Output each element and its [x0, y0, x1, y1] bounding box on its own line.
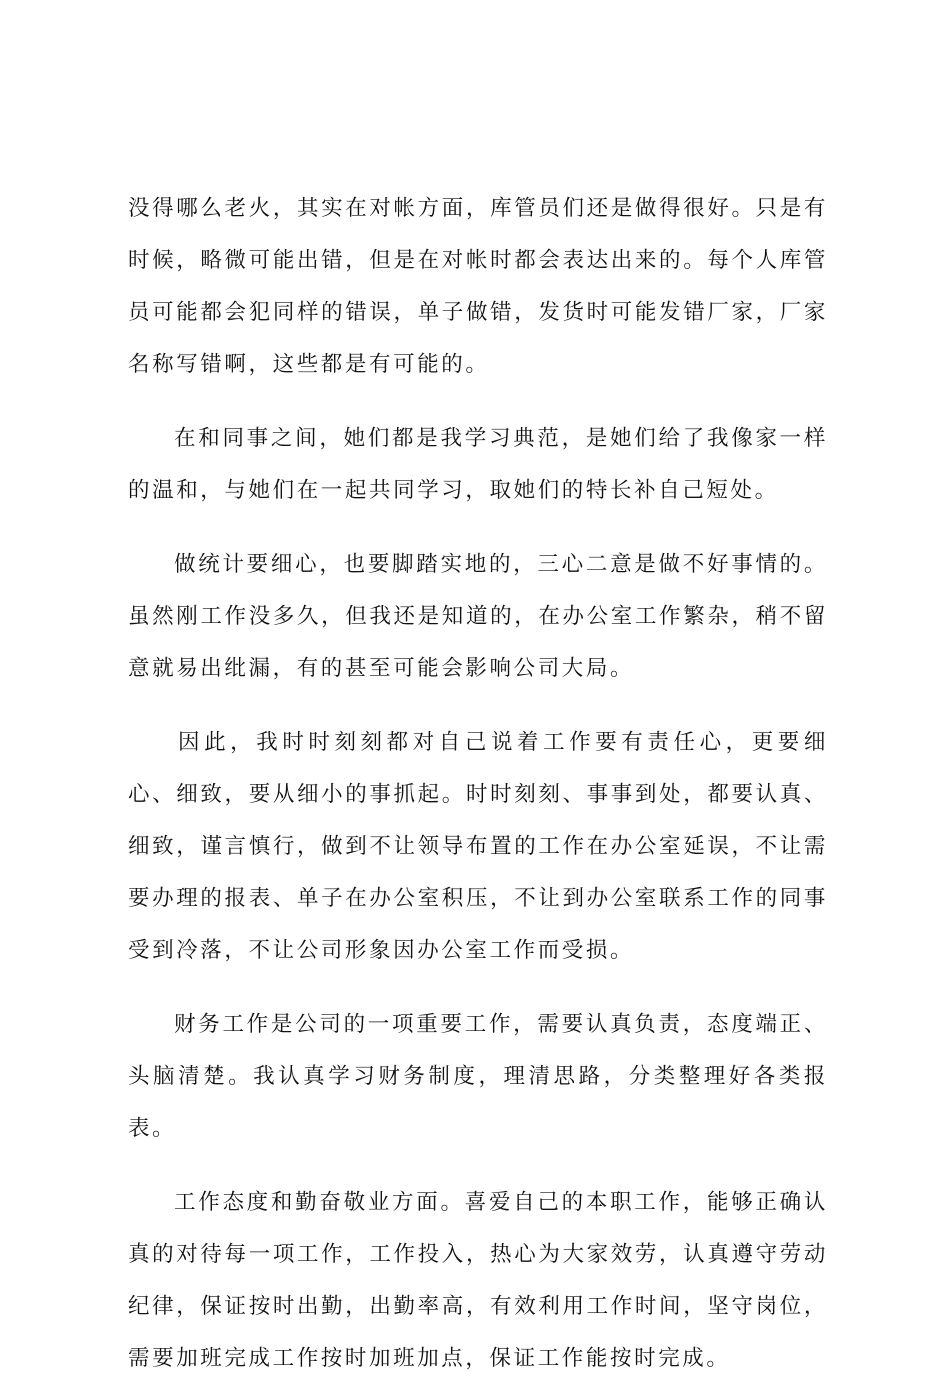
paragraph-gap — [128, 517, 828, 539]
paragraph-2: 在和同事之间，她们都是我学习典范，是她们给了我像家一样的温和，与她们在一起共同学习，取她们的特长补自己短处。 — [128, 426, 828, 503]
paragraph-4: 因此，我时时刻刻都对自己说着工作要有责任心，更要细心、细致，要从细小的事抓起。时时刻刻、事事到处，都要认真、细致，谨言慎行，做到不让领导布置的工作在办公室延误，不让需要办理的报表、单子在办公室积压，不让到办公室联系工作的同事受到冷落，不让公司形象因办公室工作而受损。 — [128, 730, 828, 963]
paragraph-gap — [128, 391, 828, 413]
paragraph-1: 没得哪么老火，其实在对帐方面，库管员们还是做得很好。只是有时候，略微可能出错，但是在对帐时都会表达出来的。每个人库管员可能都会犯同样的错误，单子做错，发货时可能发错厂家，厂家名称写错啊，这些都是有可能的。 — [128, 196, 828, 377]
paragraph-5: 财务工作是公司的一项重要工作，需要认真负责，态度端正、头脑清楚。我认真学习财务制度，理清思路，分类整理好各类报表。 — [128, 1012, 828, 1141]
paragraph-gap — [128, 695, 828, 717]
paragraph-gap — [128, 977, 828, 999]
document-body — [128, 183, 828, 1385]
paragraph-3: 做统计要细心，也要脚踏实地的，三心二意是做不好事情的。虽然刚工作没多久，但我还是知道的，在办公室工作繁杂，稍不留意就易出纰漏，有的甚至可能会影响公司大局。 — [128, 552, 828, 681]
paragraph-6: 工作态度和勤奋敬业方面。喜爱自己的本职工作，能够正确认真的对待每一项工作，工作投入，热心为大家效劳，认真遵守劳动纪律，保证按时出勤，出勤率高，有效利用工作时间，坚守岗位，需要加班完成工作按时加班加点，保证工作能按时完成。 — [128, 1190, 828, 1371]
paragraph-gap — [128, 1155, 828, 1177]
